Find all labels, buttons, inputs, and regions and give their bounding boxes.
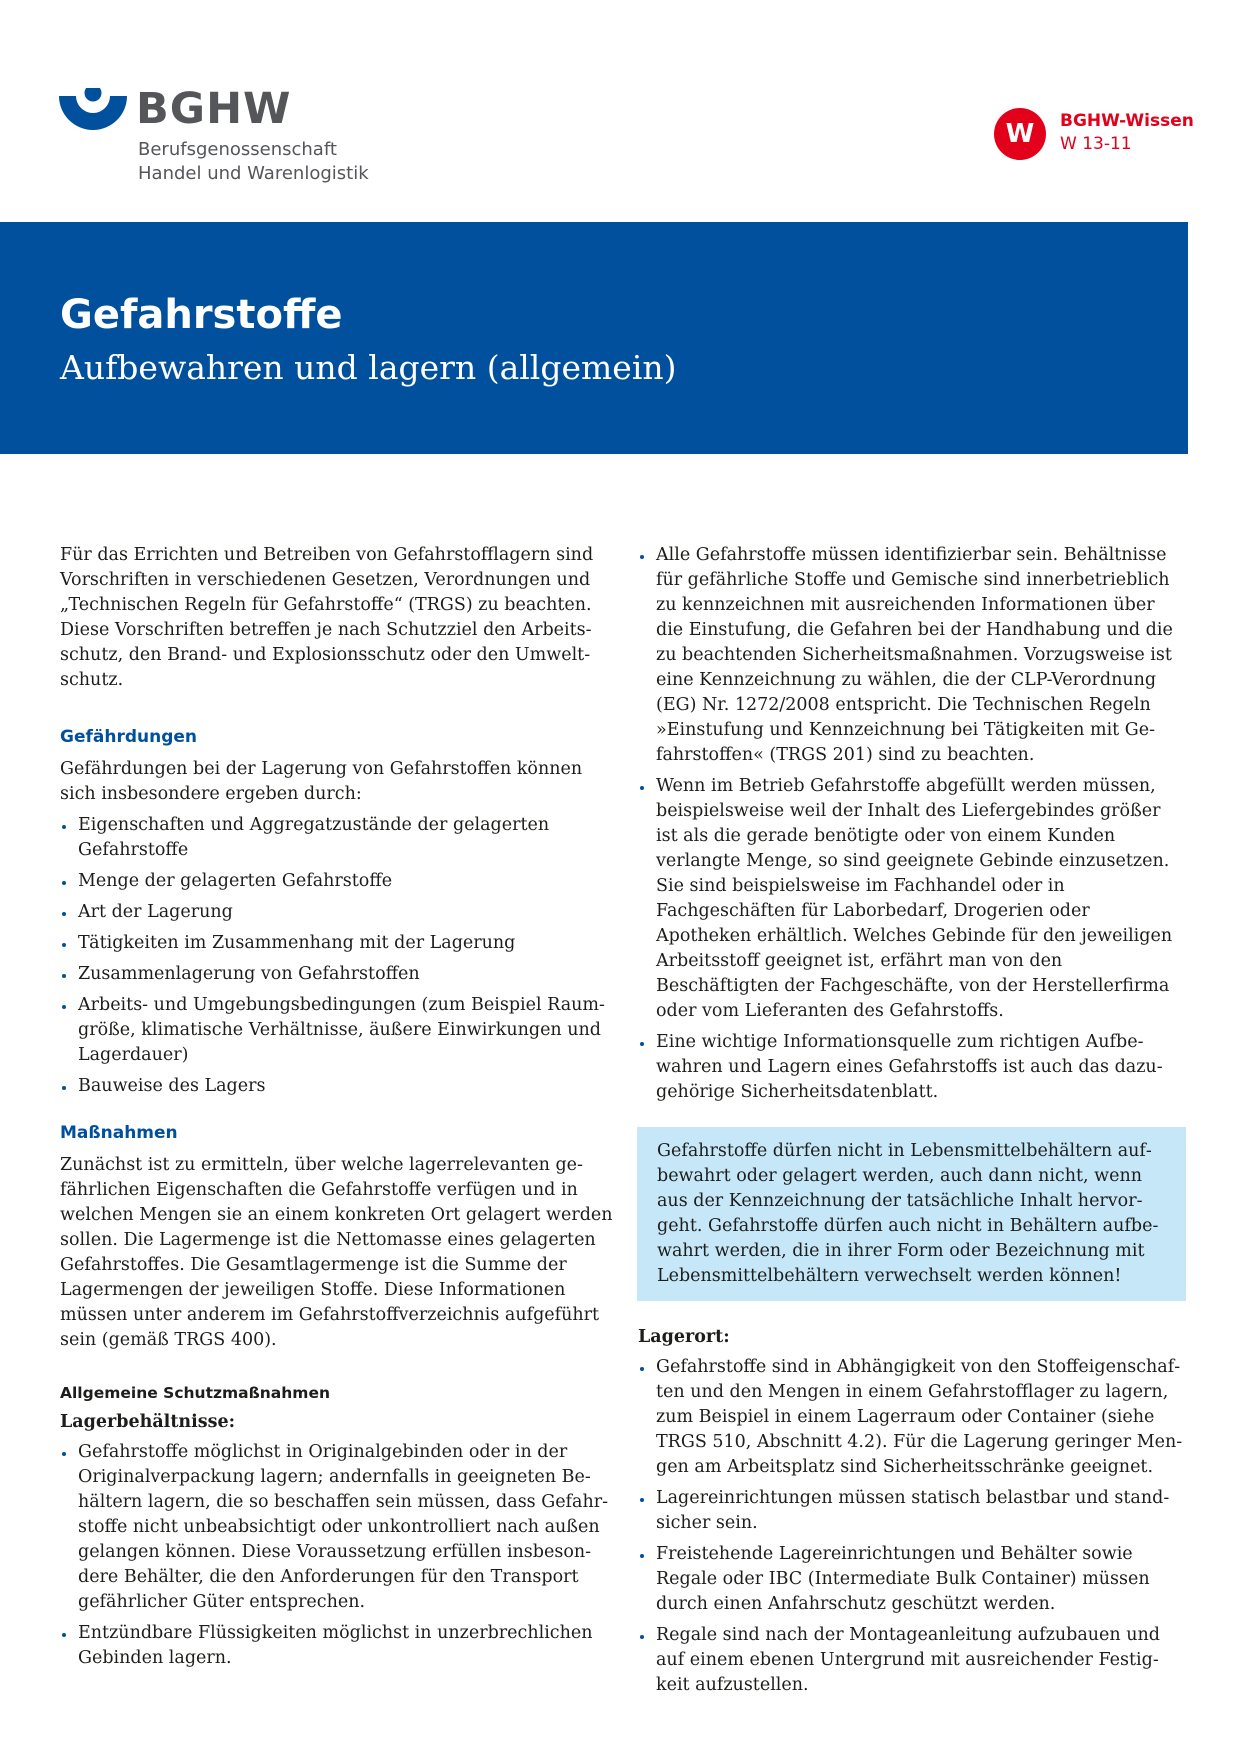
general-measures-heading: Allgemeine Schutzmaßnahmen [60,1384,330,1402]
list-item: Menge der gelagerten Gefahrstoffe [60,869,615,894]
logo-subtitle-line2: Handel und Warenlogistik [138,163,369,184]
hazards-list [60,813,615,1099]
list-item: Zusammenlagerung von Gefahrstoffen [60,962,615,987]
logo-subtitle-line1: Berufsgenossenschaft [138,139,337,160]
containers-list [60,1440,615,1671]
containers-list-continued [638,543,1186,1105]
intro-paragraph: Für das Errichten und Betreiben von Gefahrstofflagern sind Vorschriften in verschiedenen Gesetzen, Verordnungen und „Technischen Regeln für Gefahrstoffe“ (TRGS) zu beachten. Diese Vorschriften betreffen je nach Schutzziel den Arbeitsschutz, den Brand- und Explosionsschutz oder den Umweltschutz. [60,545,594,690]
bghw-logo [58,84,398,188]
list-item: Freistehende Lagereinrichtungen und Behälter sowie Regale oder IBC (Intermediate Bulk Container) müssen durch einen Anfahrschutz geschützt werden. [638,1542,1186,1617]
title-banner [0,222,1188,454]
list-item: Regale sind nach der Montageanleitung aufzubauen und auf einem ebenen Untergrund mit ausreichender Festigkeit aufzustellen. [638,1623,1186,1698]
hazards-heading: Gefährdungen [60,727,198,747]
food-container-warning [637,1127,1186,1301]
list-item: Alle Gefahrstoffe müssen identifizierbar sein. Behältnisse für gefährliche Stoffe und Gemische sind innerbetrieblich zu kennzeichnen mit ausreichenden Informationen über die Einstufung, die Gefahren bei der Handhabung und die zu beachtenden Sicherheitsmaßnahmen. Vorzugsweise ist eine Kennzeichnung zu wählen, die der CLP-Verordnung (EG) Nr. 1272/2008 entspricht. Die Technischen Regeln »Einstufung und Kennzeichnung bei Tätigkeiten mit Gefahrstoffen« (TRGS 201) sind zu beachten. [638,543,1186,768]
list-item: Lagereinrichtungen müssen statisch belastbar und standsicher sein. [638,1486,1186,1536]
wissen-badge-icon: W [994,108,1046,160]
measures-heading: Maßnahmen [60,1123,178,1143]
location-list [638,1355,1186,1698]
warning-text: Gefahrstoffe dürfen nicht in Lebensmittelbehältern aufbewahrt oder gelagert werden, auch dann nicht, wenn aus der Kennzeichnung der tatsächliche Inhalt hervorgeht. Gefahrstoffe dürfen auch nicht in Behältern aufbewahrt werden, die in ihrer Form oder Bezeichnung mit Lebensmittelbehältern verwechselt werden können! [657,1141,1159,1286]
hazards-intro: Gefährdungen bei der Lagerung von Gefahrstoffen können sich insbesondere ergeben durch: [60,759,583,804]
series-badge [994,108,1224,168]
location-label: Lagerort: [638,1327,730,1347]
badge-title: BGHW-Wissen [1060,111,1194,131]
logo-subtitle [138,138,369,186]
list-item: Eigenschaften und Aggregatzustände der gelagerten Gefahrstoffe [60,813,615,863]
list-item: Entzündbare Flüssigkeiten möglichst in unzerbrechlichen Gebinden lagern. [60,1621,615,1671]
page-title: Gefahrstoffe [60,292,343,338]
logo-name: BGHW [136,84,292,134]
list-item: Gefahrstoffe möglichst in Originalgebinden oder in der Originalverpackung lagern; andernfalls in geeigneten Behältern lagern, die so beschaffen sein müssen, dass Gefahrstoffe nicht unbeabsichtigt oder unkontrolliert nach außen gelangen können. Diese Voraussetzung erfüllen insbesondere Behälter, die den Anforderungen für den Transport gefährlicher Güter entsprechen. [60,1440,615,1615]
bghw-logo-mark-icon [58,88,128,144]
containers-label: Lagerbehältnisse: [60,1412,236,1432]
list-item: Arbeits- und Umgebungsbedingungen (zum Beispiel Raumgröße, klimatische Verhältnisse, äußere Einwirkungen und Lagerdauer) [60,993,615,1068]
list-item: Gefahrstoffe sind in Abhängigkeit von den Stoffeigenschaften und den Mengen in einem Gefahrstofflager zu lagern, zum Beispiel in einem Lagerraum oder Container (siehe TRGS 510, Abschnitt 4.2). Für die Lagerung geringer Mengen am Arbeitsplatz sind Sicherheitsschränke geeignet. [638,1355,1186,1480]
list-item: Tätigkeiten im Zusammenhang mit der Lagerung [60,931,615,956]
badge-code: W 13-11 [1060,134,1132,154]
page-subtitle: Aufbewahren und lagern (allgemein) [60,348,677,387]
list-item: Bauweise des Lagers [60,1074,615,1099]
list-item: Wenn im Betrieb Gefahrstoffe abgefüllt werden müssen, beispielsweise weil der Inhalt des Liefergebindes größer ist als die gerade benötigte oder von einem Kunden verlangte Menge, so sind geeignete Gebinde einzusetzen. Sie sind beispielsweise im Fachhandel oder in Fachgeschäften für Laborbedarf, Drogerien oder Apotheken erhältlich. Welches Gebinde für den jeweiligen Arbeitsstoff geeignet ist, erfährt man von den Beschäftigten der Fachgeschäfte, von der Herstellerfirma oder vom Lieferanten des Gefahrstoffs. [638,774,1186,1024]
list-item: Art der Lagerung [60,900,615,925]
left-column [60,543,615,1677]
measures-paragraph: Zunächst ist zu ermitteln, über welche lagerrelevanten gefährlichen Eigenschaften die Gefahrstoffe verfügen und in welchen Mengen sie an einem konkreten Ort gelagert werden sollen. Die Lagermenge ist die Nettomasse eines gelagerten Gefahrstoffes. Die Gesamtlagermenge ist die Summe der Lagermengen der jeweiligen Stoffe. Diese Informationen müssen unter anderem im Gefahrstoffverzeichnis aufgeführt sein (gemäß TRGS 400). [60,1155,613,1350]
right-column [638,543,1186,1704]
list-item: Eine wichtige Informationsquelle zum richtigen Aufbewahren und Lagern eines Gefahrstoffs ist auch das dazugehörige Sicherheitsdatenblatt. [638,1030,1186,1105]
